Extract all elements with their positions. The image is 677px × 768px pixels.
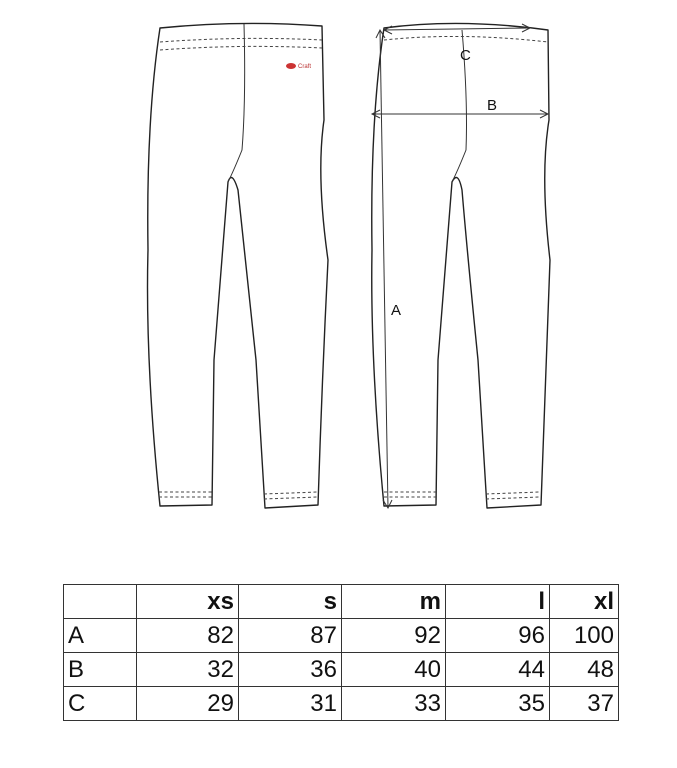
- table-cell: 87: [239, 619, 342, 653]
- header-cell: m: [342, 585, 446, 619]
- header-cell: s: [239, 585, 342, 619]
- table-cell: 33: [342, 687, 446, 721]
- front-outline: [148, 23, 329, 508]
- measure-b-label: B: [487, 97, 498, 114]
- row-label: B: [64, 653, 137, 687]
- table-cell: 29: [137, 687, 239, 721]
- table-header-row: [64, 585, 619, 619]
- table-cell: 82: [137, 619, 239, 653]
- table-cell: 44: [446, 653, 550, 687]
- size-table: [63, 584, 619, 721]
- header-cell: xl: [550, 585, 619, 619]
- header-cell: xs: [137, 585, 239, 619]
- measure-c-label: C: [460, 47, 471, 64]
- table-cell: 92: [342, 619, 446, 653]
- row-label: C: [64, 687, 137, 721]
- table-cell: 48: [550, 653, 619, 687]
- back-view: [372, 23, 550, 508]
- table-cell: 35: [446, 687, 550, 721]
- back-outline: [372, 23, 550, 508]
- header-cell: [64, 585, 137, 619]
- row-label: A: [64, 619, 137, 653]
- table-row: [64, 687, 619, 721]
- header-cell: l: [446, 585, 550, 619]
- table-cell: 32: [137, 653, 239, 687]
- table-cell: 36: [239, 653, 342, 687]
- table-cell: 37: [550, 687, 619, 721]
- table-cell: 96: [446, 619, 550, 653]
- front-view: [148, 23, 329, 508]
- table-row: [64, 619, 619, 653]
- logo-text: Craft: [298, 64, 312, 70]
- table-row: [64, 653, 619, 687]
- table-cell: 100: [550, 619, 619, 653]
- measure-a-label: A: [391, 302, 402, 319]
- table-cell: 31: [239, 687, 342, 721]
- table-cell: 40: [342, 653, 446, 687]
